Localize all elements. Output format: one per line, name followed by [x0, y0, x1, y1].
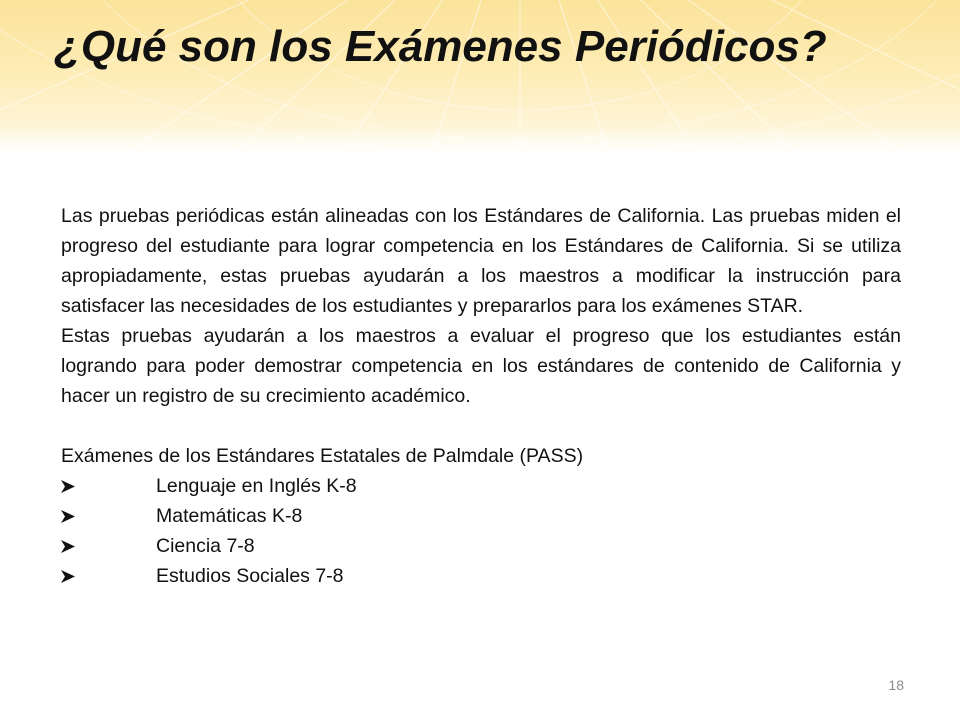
list-item — [61, 531, 901, 561]
arrowhead-bullet-icon — [61, 480, 75, 493]
list-item-label: Estudios Sociales 7-8 — [156, 565, 344, 587]
list-item — [61, 501, 901, 531]
arrowhead-bullet-icon — [61, 570, 75, 583]
body-paragraph-2: Estas pruebas ayudarán a los maestros a evaluar el progreso que los estudiantes están logrando para poder demostrar competencia en los estándares de contenido de California y hacer un registro de su crecimiento académico. — [61, 325, 901, 407]
exam-list — [61, 471, 901, 591]
list-item-label: Matemáticas K-8 — [156, 505, 303, 527]
slide-title: ¿Qué son los Exámenes Periódicos? — [54, 22, 827, 71]
slide-body — [61, 201, 901, 591]
list-item — [61, 561, 901, 591]
list-item-label: Ciencia 7-8 — [156, 535, 255, 557]
body-paragraph-1: Las pruebas periódicas están alineadas con los Estándares de California. Las pruebas miden el progreso del estudiante para lograr competencia en los Estándares de California. Si se utiliza apropiadamente, estas pruebas ayudarán a los maestros a modificar la instrucción para satisfacer las necesidades de los estudiantes y prepararlos para los exámenes STAR. — [61, 205, 901, 317]
list-heading: Exámenes de los Estándares Estatales de Palmdale (PASS) — [61, 445, 584, 467]
list-item — [61, 471, 901, 501]
arrowhead-bullet-icon — [61, 540, 75, 553]
spacer — [61, 411, 901, 441]
page-number: 18 — [888, 677, 904, 693]
arrowhead-bullet-icon — [61, 510, 75, 523]
list-item-label: Lenguaje en Inglés K-8 — [156, 475, 357, 497]
header-fade — [0, 128, 960, 158]
